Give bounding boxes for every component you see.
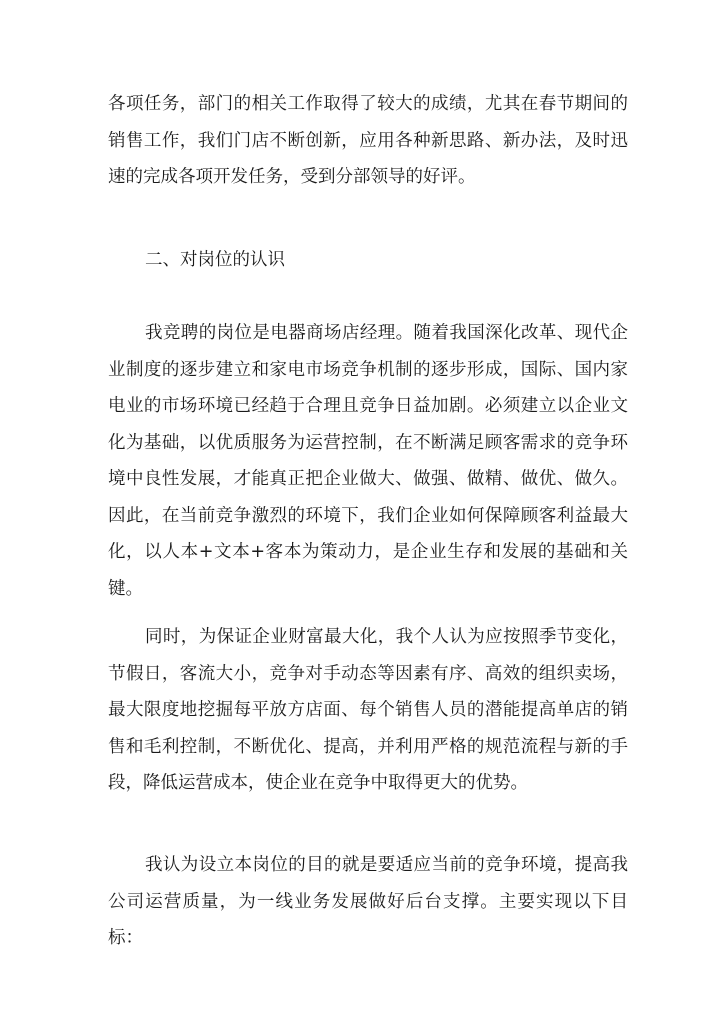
section-heading: 二、对岗位的认识 [145, 250, 285, 270]
paragraph-profit-maximization: 同时，为保证企业财富最大化，我个人认为应按照季节变化，节假日，客流大小，竞争对手动态等因素有序、高效的组织卖场，最大限度地挖掘每平放方店面、每个销售人员的潜能提高单店的销售和毛利控制，不断优化、提高，并利用严格的规范流程与新的手段，降低运营成本，使企业在竞争中取得更大的优势。 [108, 627, 628, 793]
paragraph-work-summary: 各项任务，部门的相关工作取得了较大的成绩，尤其在春节期间的销售工作，我们门店不断创新，应用各种新思路、新办法，及时迅速的完成各项开发任务，受到分部领导的好评。 [108, 94, 628, 187]
paragraph-position-goals: 我认为设立本岗位的目的就是要适应当前的竞争环境，提高我公司运营质量，为一线业务发展做好后台支撑。主要实现以下目标： [108, 855, 628, 948]
paragraph-position-description: 我竞聘的岗位是电器商场店经理。随着我国深化改革、现代企业制度的逐步建立和家电市场竞争机制的逐步形成，国际、国内家电业的市场环境已经趋于合理且竞争日益加剧。必须建立以企业文化为基础，以优质服务为运营控制，在不断满足顾客需求的竞争环境中良性发展，才能真正把企业做大、做强、做精、做优、做久。因此，在当前竞争激烈的环境下，我们企业如何保障顾客利益最大化，以人本+文本+客本为策动力，是企业生存和发展的基础和关键。 [108, 323, 628, 599]
